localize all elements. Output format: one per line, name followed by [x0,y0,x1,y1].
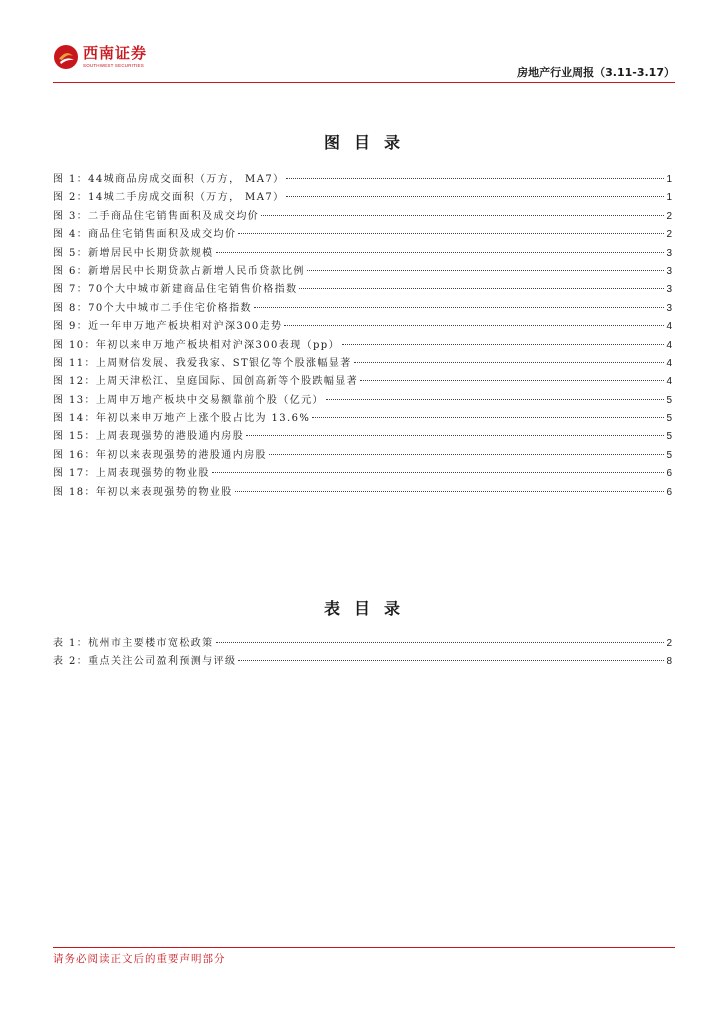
toc-dot-leader [238,660,664,661]
toc-entry-title: 年初以来表现强势的港股通内房股 [95,449,267,461]
toc-entry-label: 表 1： [53,638,89,649]
toc-dot-leader [326,399,665,400]
toc-entry-label: 图 1： [53,174,89,185]
toc-entry-title: 上周财信发展、我爱我家、ST银亿等个股涨幅显著 [95,357,352,369]
toc-entry-label: 图 4： [53,229,89,241]
toc-entry-title: 14城二手房成交面积（万方， MA7） [88,192,285,204]
toc-dot-leader [269,454,665,455]
toc-entry-label: 图 12： [53,376,96,388]
toc-entry-page: 4 [666,339,672,351]
toc-dot-leader [286,196,664,197]
toc-entry-title: 重点关注公司盈利预测与评级 [88,656,237,668]
toc-entry[interactable] [53,188,672,206]
logo-name-cn: 西南证券 [83,43,148,62]
toc-entry-label: 表 2： [53,656,89,668]
toc-entry-label: 图 15： [53,431,96,443]
toc-entry[interactable] [53,354,672,372]
toc-entry-title: 44城商品房成交面积（万方， MA7） [88,174,285,185]
toc-entry-page: 5 [666,394,672,406]
toc-entry-label: 图 10： [53,339,96,351]
toc-entry-label: 图 17： [53,468,96,480]
toc-entry[interactable] [53,336,672,354]
footer-disclaimer: 请务必阅读正文后的重要声明部分 [53,953,226,965]
toc-dot-leader [286,178,664,179]
toc-entry[interactable] [53,634,672,652]
toc-entry-label: 图 11： [53,357,96,369]
toc-entry-title: 上周表现强势的物业股 [95,468,210,480]
toc-entry[interactable] [53,207,672,225]
toc-entry-page: 2 [666,210,672,222]
toc-dot-leader [360,380,664,381]
toc-entry[interactable] [53,427,672,445]
toc-entry[interactable] [53,652,672,670]
toc-entry-page: 6 [666,486,672,498]
toc-entry-page: 4 [666,357,672,369]
toc-entry-title: 年初以来申万地产上涨个股占比为 13.6% [95,413,311,425]
toc-dot-leader [261,215,664,216]
logo-name-en: SOUTHWEST SECURITIES [83,62,144,68]
toc-entry-page: 1 [666,174,672,185]
toc-dot-leader [307,270,665,271]
toc-entry-title: 杭州市主要楼市宽松政策 [88,638,214,649]
footer-divider [53,947,675,948]
toc-entry[interactable] [53,244,672,262]
header-divider [53,82,675,83]
page-header [53,38,675,82]
toc-entry-page: 4 [666,376,672,388]
toc-entry-page: 3 [666,302,672,314]
toc-entry[interactable] [53,280,672,298]
toc-entry-page: 8 [666,656,672,668]
toc-entry-title: 上周申万地产板块中交易额靠前个股（亿元） [95,394,324,406]
toc-entry-page: 6 [666,468,672,480]
toc-entry-title: 二手商品住宅销售面积及成交均价 [88,210,260,222]
toc-entry-title: 上周天津松江、皇庭国际、国创高新等个股跌幅显著 [95,376,359,388]
toc-entry[interactable] [53,299,672,317]
toc-entry-label: 图 16： [53,449,96,461]
toc-dot-leader [284,325,664,326]
toc-entry-page: 5 [666,431,672,443]
toc-entry-label: 图 6： [53,265,89,277]
toc-entry[interactable] [53,317,672,335]
toc-entry[interactable] [53,409,672,427]
toc-entry-label: 图 2： [53,192,89,204]
toc-entry-label: 图 7： [53,284,89,296]
toc-entry-label: 图 3： [53,210,89,222]
toc-entry-title: 新增居民中长期贷款规模 [88,247,214,259]
toc-dot-leader [299,288,664,289]
toc-entry-label: 图 18： [53,486,96,498]
toc-entry-page: 3 [666,247,672,259]
toc-dot-leader [212,472,665,473]
toc-entry-page: 2 [666,229,672,241]
toc-entry-page: 3 [666,265,672,277]
toc-entry-label: 图 8： [53,302,89,314]
toc-entry-title: 年初以来表现强势的物业股 [95,486,233,498]
toc-entry-label: 图 13： [53,394,96,406]
toc-dot-leader [254,307,665,308]
toc-entry-label: 图 9： [53,321,89,333]
toc-entry[interactable] [53,262,672,280]
toc-entry-page: 1 [666,192,672,204]
toc-entry[interactable] [53,446,672,464]
toc-entry-page: 4 [666,321,672,333]
company-logo [53,44,147,70]
toc-dot-leader [354,362,665,363]
toc-entry-title: 70个大中城市二手住宅价格指数 [88,302,252,314]
toc-entry-title: 70个大中城市新建商品住宅销售价格指数 [88,284,298,296]
toc-entry-page: 5 [666,413,672,425]
toc-dot-leader [216,252,665,253]
toc-dot-leader [342,344,664,345]
toc-entry-page: 5 [666,449,672,461]
toc-entry-title: 新增居民中长期贷款占新增人民币贷款比例 [88,265,305,277]
toc-dot-leader [312,417,664,418]
table-toc-list [53,634,672,671]
report-title: 房地产行业周报（3.11-3.17） [517,66,675,79]
toc-entry[interactable] [53,391,672,409]
toc-entry-title: 年初以来申万地产板块相对沪深300表现（pp） [95,339,340,351]
toc-entry-title: 近一年申万地产板块相对沪深300走势 [88,321,283,333]
toc-entry[interactable] [53,170,672,188]
logo-icon [53,44,79,70]
toc-entry-page: 3 [666,284,672,296]
toc-entry[interactable] [53,225,672,243]
toc-dot-leader [235,491,665,492]
toc-entry[interactable] [53,372,672,390]
toc-entry-label: 图 5： [53,247,89,259]
toc-entry[interactable] [53,464,672,482]
figure-toc-title: 图目录 [323,133,414,152]
table-toc-title: 表目录 [323,599,414,618]
toc-entry[interactable] [53,483,672,501]
toc-dot-leader [216,642,665,643]
toc-entry-page: 2 [666,638,672,649]
toc-entry-title: 上周表现强势的港股通内房股 [95,431,245,443]
figure-toc-list [53,170,672,501]
toc-entry-title: 商品住宅销售面积及成交均价 [88,229,237,241]
toc-dot-leader [238,233,664,234]
toc-entry-label: 图 14： [53,413,96,425]
toc-dot-leader [246,435,664,436]
